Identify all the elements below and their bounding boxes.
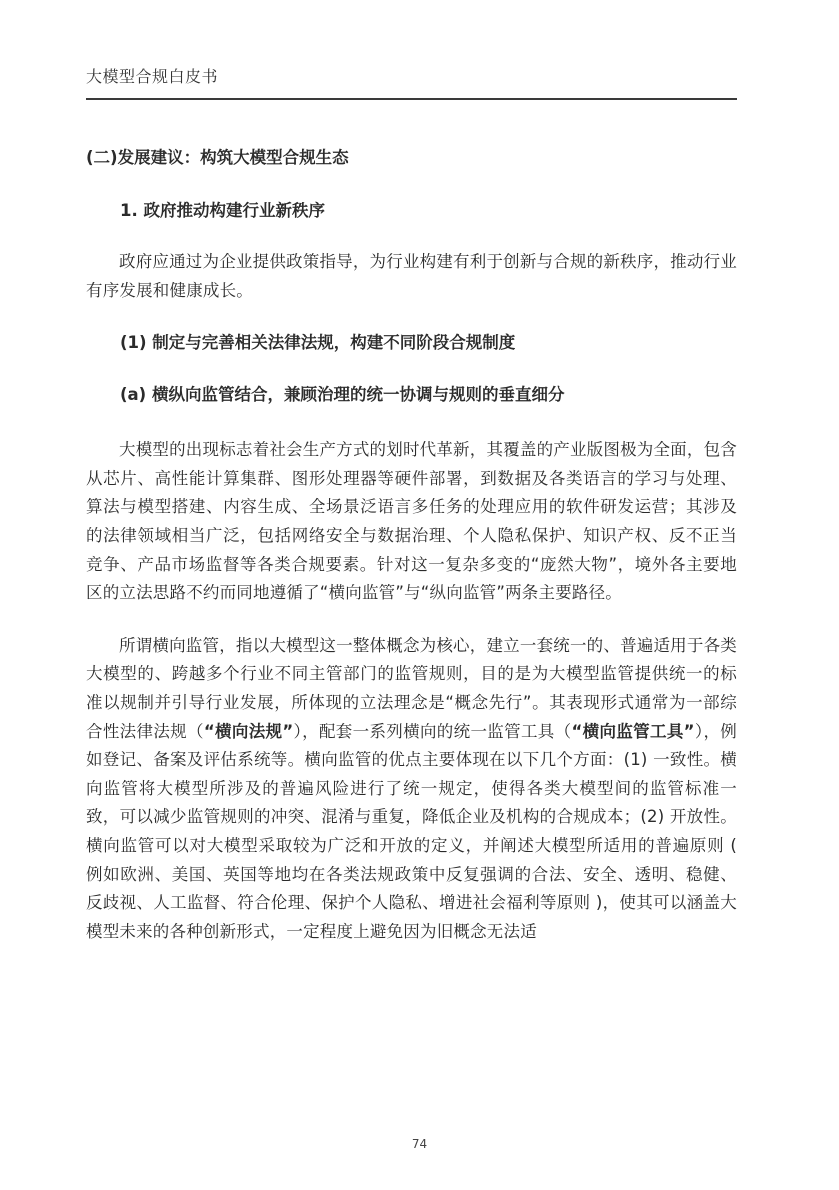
- subsection-heading: 1. 政府推动构建行业新秩序: [120, 201, 325, 220]
- subsection-heading-1: (1) 制定与完善相关法律法规，构建不同阶段合规制度: [120, 333, 516, 353]
- header-rule: [86, 98, 737, 100]
- paragraph-intro: 政府应通过为企业提供政策指导，为行业构建有利于创新与合规的新秩序，推动行业有序发展和健康成长。: [86, 252, 737, 300]
- running-header-title: 大模型合规白皮书: [86, 67, 219, 86]
- text-segment: 所谓横向监管，指以大模型这一整体概念为核心，建立一套统一的、普遍适用于各类大模型的、跨越多个行业不同主管部门的监管规则，目的是为大模型监管提供统一的标准以规制并引导行业发展，所体现的立法理念是“概念先行”。其表现形式通常为一部综合性法律法规（: [86, 635, 737, 741]
- text-segment: ），例如登记、备案及评估系统等。横向监管的优点主要体现在以下几个方面：(1) 一致性。横向监管将大模型所涉及的普遍风险进行了统一规定，使得各类大模型间的监管标准一致，可以减少监管规则的冲突、混淆与重复，降低企业及机构的合规成本；(2) 开放性。横向监管可以对大模型采取较为广泛和开放的定义，并阐述大模型所适用的普遍原则 ( 例如欧洲、美国、英国等地均在各类法规政策中反复强调的合法、安全、透明、稳健、反歧视、人工监督、符合伦理、保护个人隐私、增进社会福利等原则 )，使其可以涵盖大模型未来的各种创新形式，一定程度上避免因为旧概念无法适: [86, 721, 737, 941]
- paragraph-scope: 大模型的出现标志着社会生产方式的划时代革新，其覆盖的产业版图极为全面，包含从芯片、高性能计算集群、图形处理器等硬件部署，到数据及各类语言的学习与处理、算法与模型搭建、内容生成、全场景泛语言多任务的处理应用的软件研发运营；其涉及的法律领域相当广泛，包括网络安全与数据治理、个人隐私保护、知识产权、反不正当竞争、产品市场监督等各类合规要素。针对这一复杂多变的“庞然大物”，境外各主要地区的立法思路不约而同地遵循了“横向监管”与“纵向监管”两条主要路径。: [86, 440, 737, 603]
- page-content: [86, 144, 737, 970]
- term-horizontal-law: “横向法规”: [203, 721, 294, 741]
- section-heading: (二)发展建议：构筑大模型合规生态: [86, 148, 349, 167]
- text-segment: ），配套一系列横向的统一监管工具（: [293, 721, 572, 741]
- paragraph-horizontal-regulation: [86, 632, 737, 947]
- subsection-heading-a: (a) 横纵向监管结合，兼顾治理的统一协调与规则的垂直细分: [120, 385, 565, 405]
- page-number: 74: [411, 1137, 428, 1151]
- term-horizontal-tools: “横向监管工具”: [571, 721, 695, 741]
